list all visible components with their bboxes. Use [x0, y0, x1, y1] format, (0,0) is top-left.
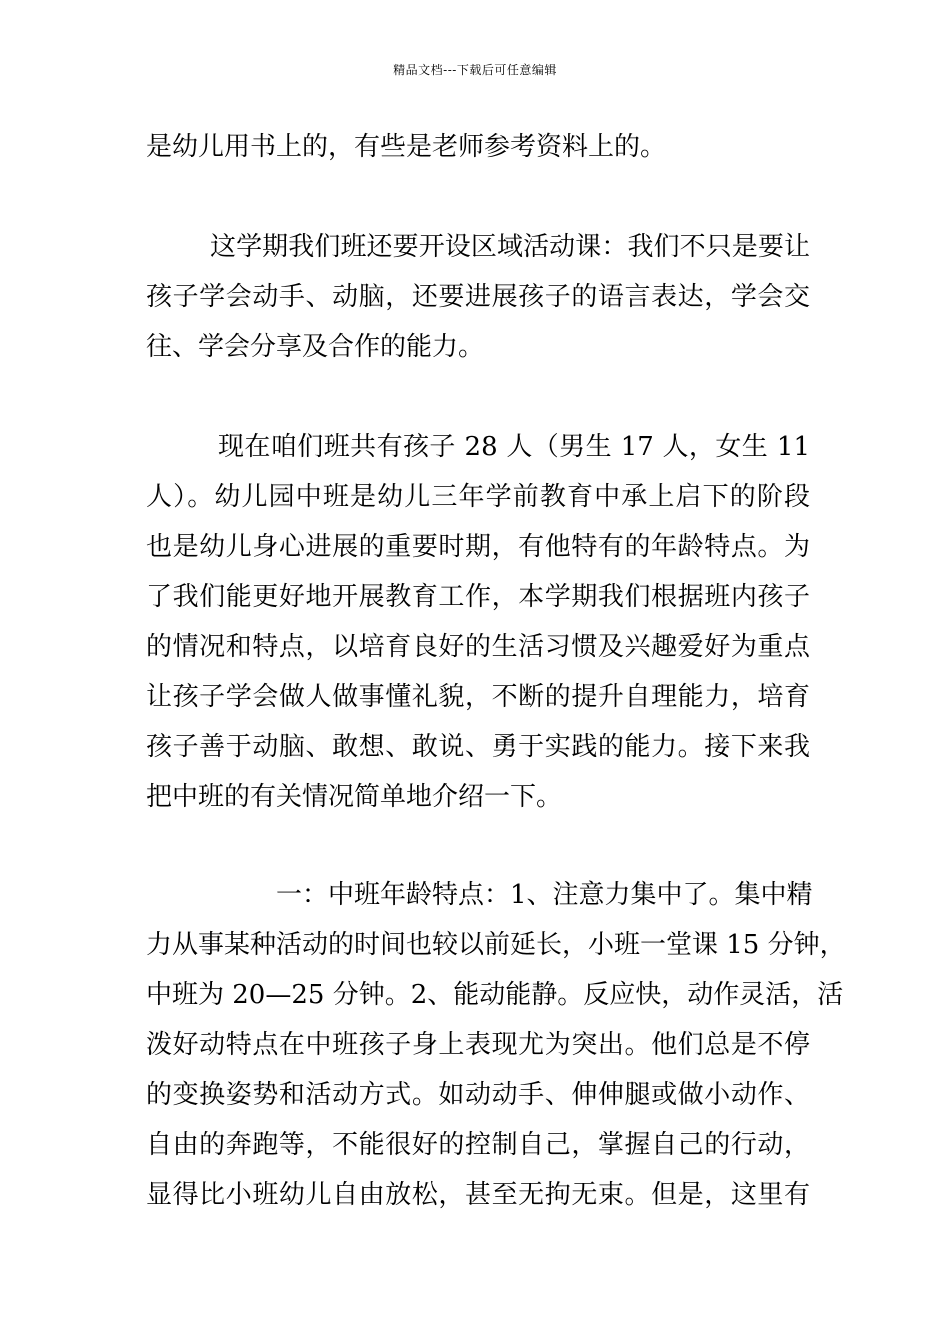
text-line: 泼好动特点在中班孩子身上表现尤为突出。他们总是不停 — [146, 1030, 810, 1060]
text-line: 人）。幼儿园中班是幼儿三年学前教育中承上启下的阶段 — [146, 482, 810, 512]
text-line: 现在咱们班共有孩子 28 人（男生 17 人，女生 11 — [218, 432, 810, 462]
paragraph-2 — [146, 222, 810, 372]
text-line: 中班为 20—25 分钟。2、能动能静。反应快，动作灵活，活 — [146, 980, 844, 1010]
text-line: 孩子善于动脑、敢想、敢说、勇于实践的能力。接下来我 — [146, 732, 810, 762]
text-line: 也是幼儿身心进展的重要时期，有他特有的年龄特点。为 — [146, 532, 810, 562]
paragraph-4 — [146, 870, 846, 1220]
text-line: 把中班的有关情况简单地介绍一下。 — [146, 782, 563, 812]
text-line: 孩子学会动手、动脑，还要进展孩子的语言表达，学会交 — [146, 282, 810, 312]
text-line: 显得比小班幼儿自由放松，甚至无拘无束。但是，这里有 — [146, 1180, 810, 1210]
text-line: 让孩子学会做人做事懂礼貌，不断的提升自理能力，培育 — [146, 682, 810, 712]
text-line: 这学期我们班还要开设区域活动课：我们不只是要让 — [210, 232, 810, 262]
text-line: 了我们能更好地开展教育工作，本学期我们根据班内孩子 — [146, 582, 810, 612]
page-header: 精品文档---下载后可任意编辑 — [393, 63, 557, 77]
text-line: 自由的奔跑等，不能很好的控制自己，掌握自己的行动， — [146, 1130, 810, 1160]
text-line: 一：中班年龄特点：1、注意力集中了。集中精 — [276, 880, 813, 910]
text-line: 的情况和特点，以培育良好的生活习惯及兴趣爱好为重点 — [146, 632, 810, 662]
paragraph-1 — [146, 122, 810, 172]
text-line: 往、学会分享及合作的能力。 — [146, 332, 485, 362]
text-line: 是幼儿用书上的，有些是老师参考资料上的。 — [146, 132, 667, 162]
text-line: 的变换姿势和活动方式。如动动手、伸伸腿或做小动作、 — [146, 1080, 810, 1110]
paragraph-3 — [146, 422, 810, 822]
text-line: 力从事某种活动的时间也较以前延长，小班一堂课 15 分钟， — [146, 930, 846, 960]
